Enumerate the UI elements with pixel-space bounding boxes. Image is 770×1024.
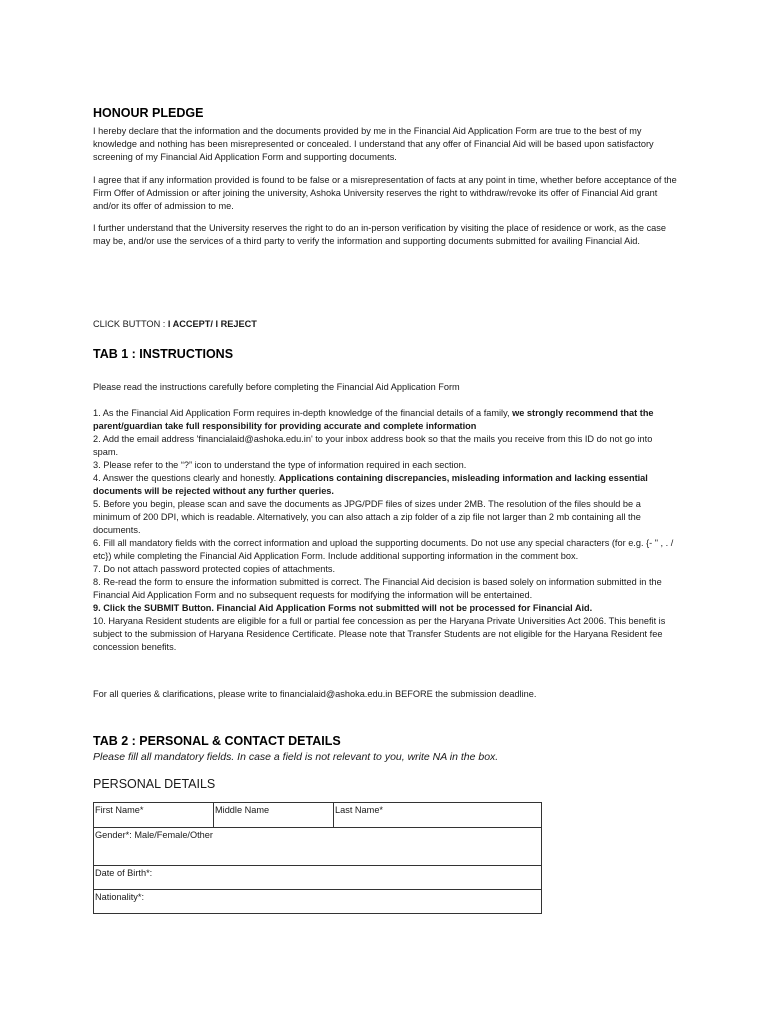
instruction-1-emphasis: we strongly recommend that the parent/guardian take full responsibility for providing accurate and complete information <box>93 408 654 431</box>
click-button-instruction <box>93 318 257 331</box>
instruction-8: 8. Re-read the form to ensure the information submitted is correct. The Financial Aid decision is based solely on information submitted in the Financial Aid Application Form and no subsequent requests for modifying the information will be entertained. <box>93 577 662 600</box>
instruction-4-emphasis: Applications containing discrepancies, misleading information and lacking essential documents will be rejected without any further queries. <box>93 473 648 496</box>
first-name-field[interactable]: First Name* <box>94 803 214 828</box>
honour-pledge-title: HONOUR PLEDGE <box>93 106 204 120</box>
nationality-field[interactable]: Nationality*: <box>94 890 542 914</box>
click-button-prefix: CLICK BUTTON : <box>93 319 168 329</box>
instruction-1-text: 1. As the Financial Aid Application Form requires in-depth knowledge of the financial details of a family, <box>93 408 513 418</box>
instruction-7: 7. Do not attach password protected copies of attachments. <box>93 564 336 574</box>
instruction-3: 3. Please refer to the “?” icon to understand the type of information required in each section. <box>93 460 467 470</box>
tab2-subtitle: Please fill all mandatory fields. In case a field is not relevant to you, write NA in the box. <box>93 751 499 763</box>
pledge-paragraph-3: I further understand that the University reserves the right to do an in-person verification by visiting the place of residence or work, as the case may be, and/or use the services of a third party to verify the information and supporting documents submitted for availing Financial Aid. <box>93 223 666 246</box>
pledge-paragraph-2: I agree that if any information provided is found to be false or a misrepresentation of facts at any point in time, whether before acceptance of the Firm Offer of Admission or after joining the university, Ashoka University reserves the right to withdraw/revoke its offer of Financial Aid grant and/or its offer of admission to me. <box>93 175 677 211</box>
queries-note: For all queries & clarifications, please write to financialaid@ashoka.edu.in BEFORE the submission deadline. <box>93 689 537 699</box>
instruction-6: 6. Fill all mandatory fields with the correct information and upload the supporting documents. Do not use any special characters (for e.g. {- " , . / etc}) while completing the Financial Aid Application Form. Include additional supporting information in the comment box. <box>93 538 674 561</box>
last-name-field[interactable]: Last Name* <box>334 803 542 828</box>
instructions-list <box>93 407 678 654</box>
date-of-birth-field[interactable]: Date of Birth*: <box>94 866 542 890</box>
instruction-4-text: 4. Answer the questions clearly and honestly. <box>93 473 279 483</box>
tab1-title: TAB 1 : INSTRUCTIONS <box>93 347 234 361</box>
instruction-4 <box>93 472 678 498</box>
instruction-10: 10. Haryana Resident students are eligible for a full or partial fee concession as per the Haryana Private Universities Act 2006. This benefit is subject to the submission of Haryana Residence Certificate. Please note that Transfer Students are not eligible for the Haryana Resident fee concession benefits. <box>93 616 666 652</box>
middle-name-field[interactable]: Middle Name <box>214 803 334 828</box>
instruction-1 <box>93 407 678 433</box>
accept-reject-label: I ACCEPT/ I REJECT <box>167 319 257 329</box>
pledge-paragraph-1: I hereby declare that the information and the documents provided by me in the Financial Aid Application Form are true to the best of my knowledge and nothing has been misrepresented or concealed. I understand that any offer of Financial Aid will be based upon satisfactory screening of my Financial Aid Application Form and supporting documents. <box>93 126 654 162</box>
instructions-intro: Please read the instructions carefully before completing the Financial Aid Application Form <box>93 382 460 392</box>
personal-details-table <box>93 802 542 914</box>
personal-details-heading: PERSONAL DETAILS <box>93 777 216 791</box>
instruction-2: 2. Add the email address 'financialaid@ashoka.edu.in' to your inbox address book so that the mails you receive from this ID do not go into spam. <box>93 434 653 457</box>
instruction-9: 9. Click the SUBMIT Button. Financial Aid Application Forms not submitted will not be processed for Financial Aid. <box>93 603 593 613</box>
instruction-5: 5. Before you begin, please scan and save the documents as JPG/PDF files of sizes under 2MB. The resolution of the files should be a minimum of 200 DPI, which is readable. Alternatively, you can also attach a zip folder of a zip file not larger than 2 mb containing all the documents. <box>93 499 641 535</box>
gender-field[interactable]: Gender*: Male/Female/Other <box>94 828 542 866</box>
tab2-title: TAB 2 : PERSONAL & CONTACT DETAILS <box>93 734 341 748</box>
